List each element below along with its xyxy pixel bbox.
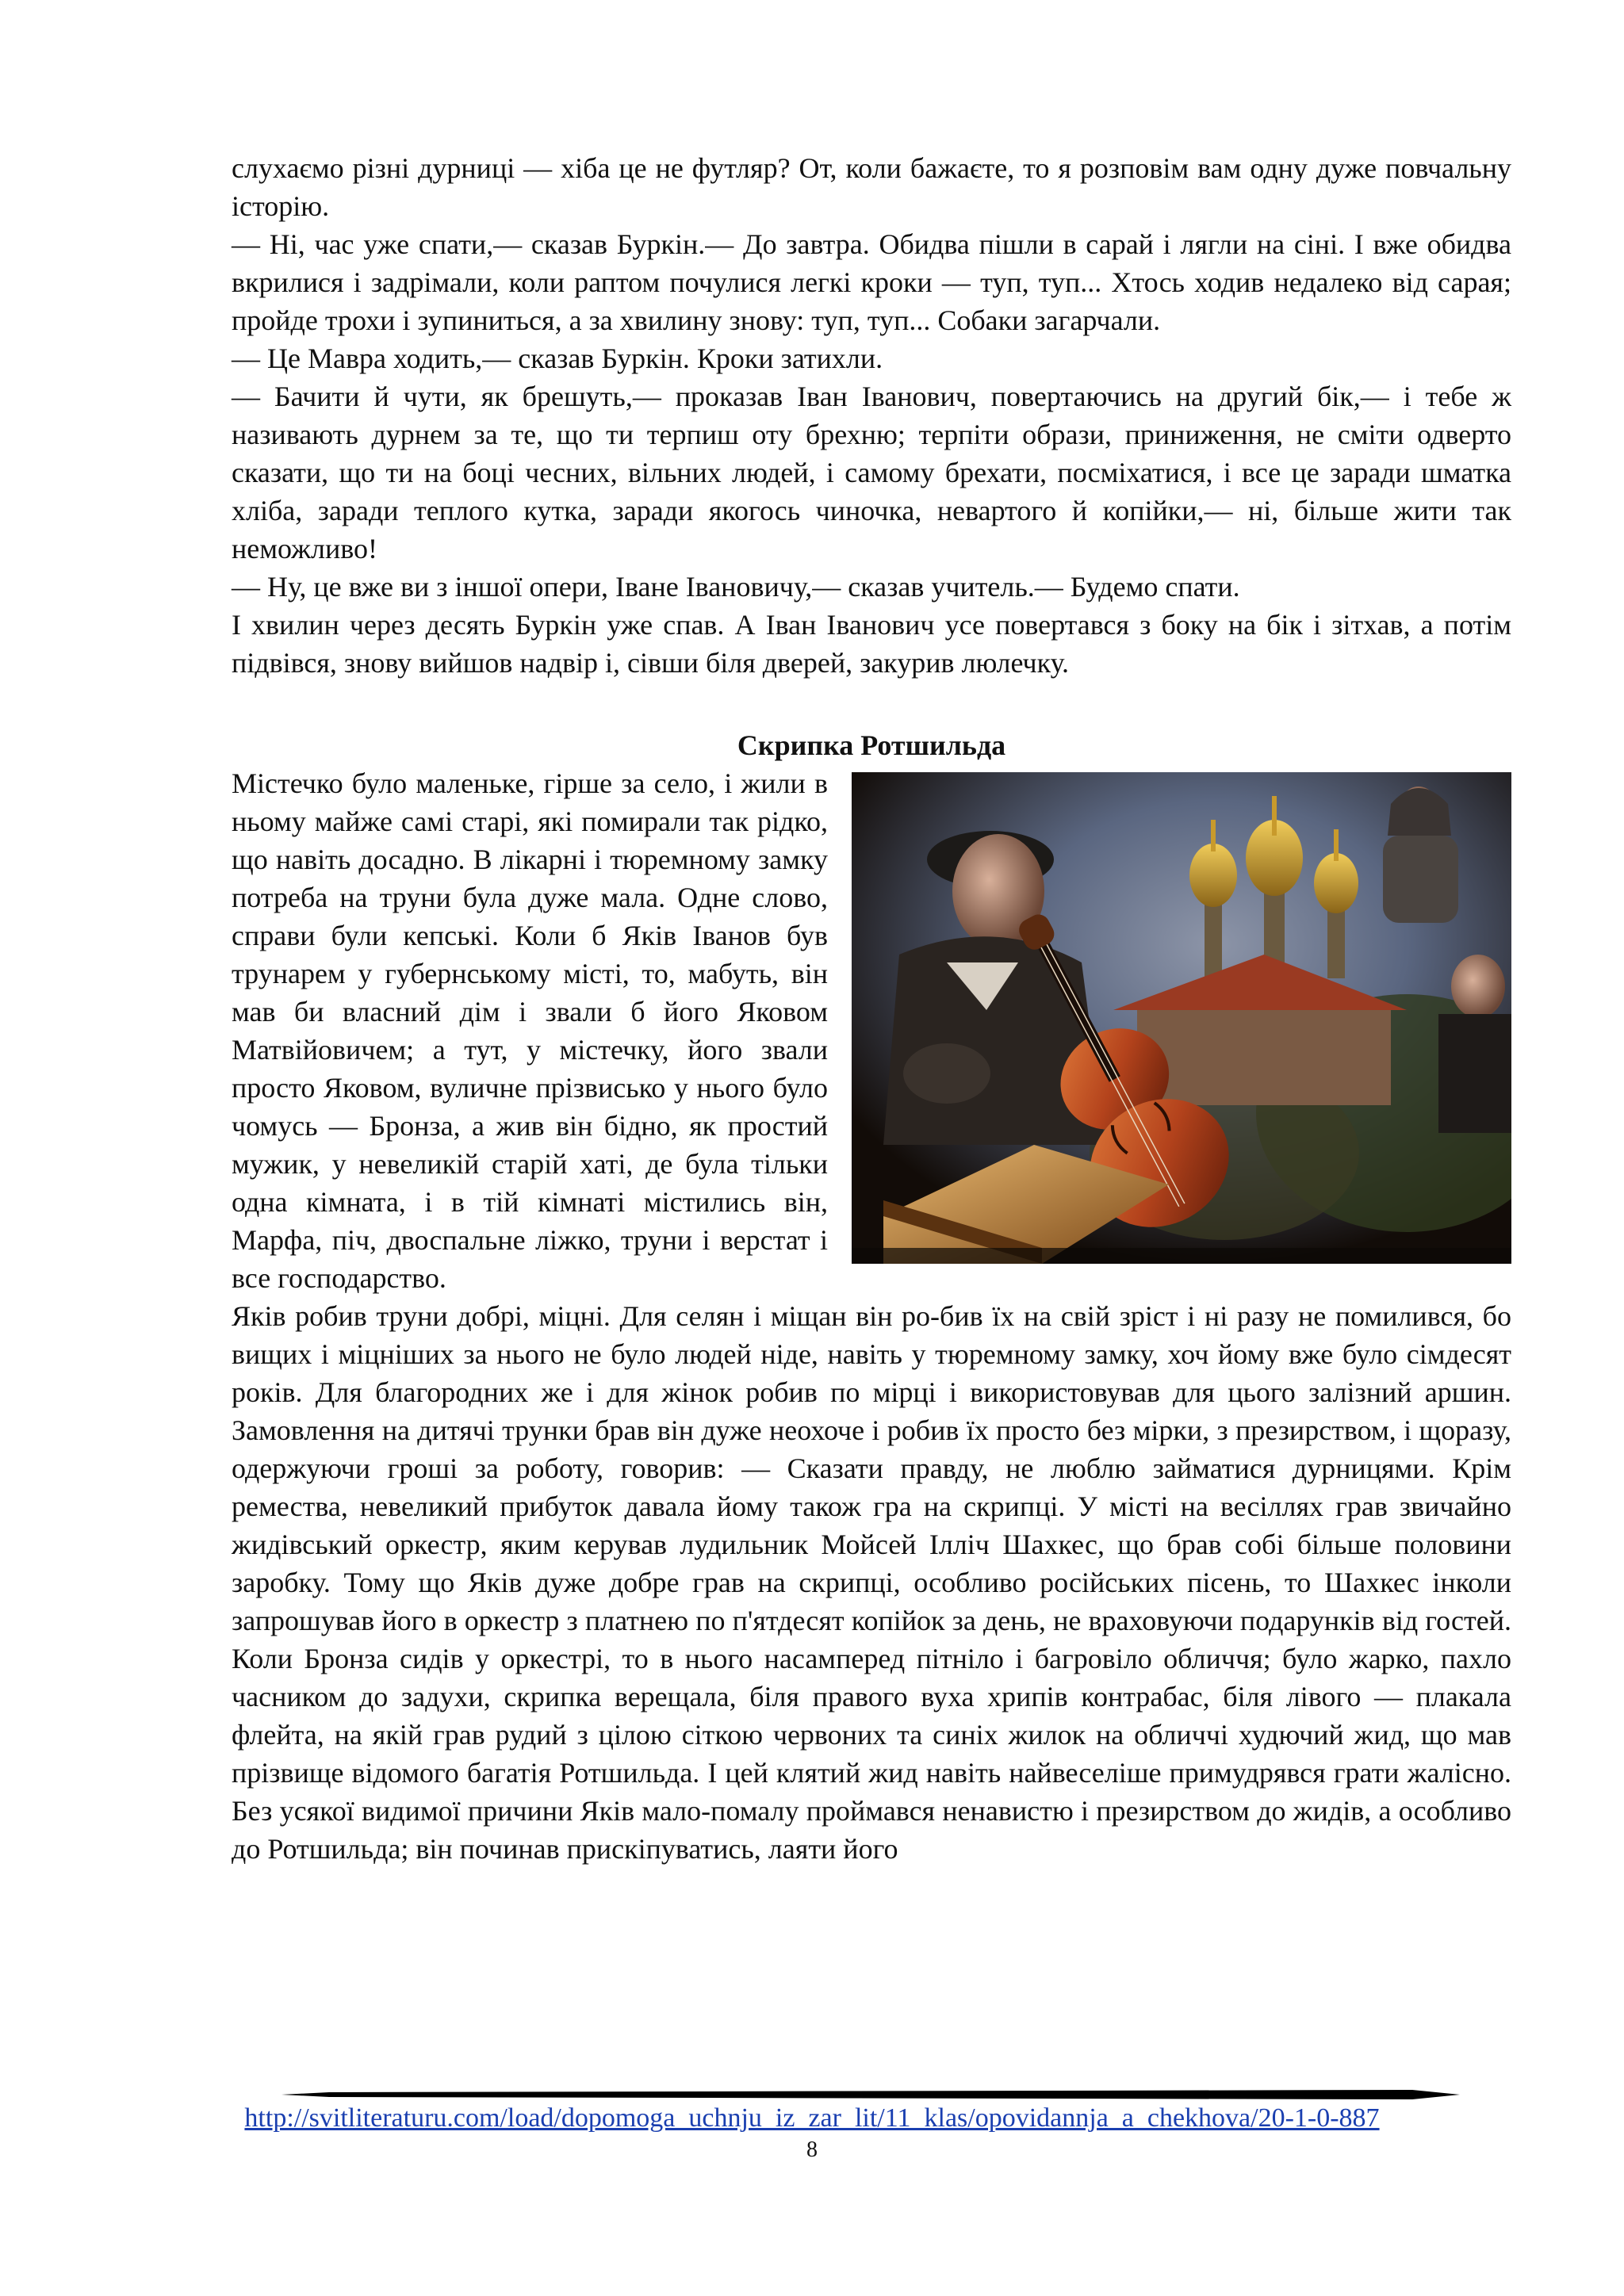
- page-number: 8: [806, 2137, 818, 2162]
- paragraph-yakiv-coffins: Яків робив труни добрі, міцні. Для селян і міщан він ро-бив їх на свій зріст і ні разу не помилився, бо вищих і міцніших за нього не було людей ніде, навіть у тюремному замку, хоч йому вже було сімдесят років. Для благородних же і для жінок робив по мірці і використовував для цього залізний аршин. Замовлення на дитячі трунки брав він дуже неохоче і робив їх просто без мірки, з презирством, і щоразу, одержуючи гроші за роботу, говорив: — Сказати правду, не люблю займатися дурницями. Крім ремества, невеликий прибуток давала йому також гра на скрипці. У місті на весіллях грав звичайно жидівський оркестр, яким керував лудильник Мойсей Ілліч Шахкес, що брав собі більше половини заробку. Тому що Яків дуже добре грав на скрипці, особливо російських пісень, то Шахкес інколи запрошував його в оркестр з платнею по п'ятдесят копійок за день, не враховуючи подарунків від гостей. Коли Бронза сидів у оркестрі, то в нього насамперед пітніло і багровіло обличчя; було жарко, пахло часником до задухи, скрипка верещала, біля правого вуха хрипів контрабас, біля лівого — плакала флейта, на якій грав рудий з цілою сіткою червоних та синіх жилок на обличчі худючий жид, що мав прізвище відомого багатія Ротшильда. І цей клятий жид навіть найвеселіше примудрявся грати жалісно. Без усякої видимої причини Яків мало-помалу проймався ненавистю і презирством до жидів, а особливо до Ротшильда; він починав прискіпуватись, лаяти його: [232, 1300, 1511, 1865]
- footer-divider: [282, 2090, 1460, 2099]
- paragraph-dialogue-burkin: — Ні, час уже спати,— сказав Буркін.— До завтра. Обидва пішли в сарай і лягли на сіні. І вже обидва вкрилися і задрімали, коли раптом почулися легкі кроки — туп, туп... Хтось ходив недалеко від сарая; пройде трохи і зупиниться, а за хвилину знову: туп, туп... Собаки загарчали.: [232, 228, 1511, 336]
- paragraph-intro-continued: слухаємо різні дурниці — хіба це не футляр? От, коли бажаєте, то я розповім вам одну дуже повчальну історію.: [232, 152, 1511, 222]
- paragraph-story-opening: Містечко було маленьке, гірше за село, і жили в ньому майже самі старі, які помирали так рідко, що навіть досадно. В лікарні і тюремному замку потреба на труни була дуже мала. Одне слово, справи були кепські. Коли б Яків Іванов був трунарем у губернському місті, то, мабуть, він мав би власний дім і звали б його Яковом Матвійовичем; а тут, у містечку, його звали просто Яковом, вуличне прізвисько у нього було чомусь — Бронза, а жив він бідно, як простий мужик, у невеликій старій хаті, де була тільки одна кімната, і в тій кімнаті містились він, Марфа, піч, двоспальне ліжко, труни і верстат і все господарство.: [232, 767, 828, 1294]
- paragraph-dialogue-ivan: — Бачити й чути, як брешуть,— проказав Іван Іванович, повертаючись на другий бік,— і тебе ж називають дурнем за те, що ти терпиш оту брехню; терпіти образи, приниження, не сміти одверто сказати, що ти на боці чесних, вільних людей, і самому брехати, посміхатися, і все це заради шматка хліба, заради теплого кутка, заради якогось чиночка, невартого й копійки,— ні, більше жити так неможливо!: [232, 381, 1511, 564]
- story-opening-block: [232, 764, 1511, 1297]
- paragraph-closing: І хвилин через десять Буркін уже спав. А Іван Іванович усе повертався з боку на бік і зітхав, а потім підвівся, знову вийшов надвір і, сівши біля дверей, закурив люлечку.: [232, 609, 1511, 679]
- paragraph-dialogue-teacher: — Ну, це вже ви з іншої опери, Іване Івановичу,— сказав учитель.— Будемо спати.: [232, 571, 1240, 603]
- paragraph-dialogue-mavra: — Це Мавра ходить,— сказав Буркін. Кроки затихли.: [232, 342, 883, 374]
- footer-source-link[interactable]: http://svitliteraturu.com/load/dopomoga_uchnju_iz_zar_lit/11_klas/opovidannja_a_chekhova/20-1-0-887: [244, 2103, 1380, 2133]
- page-content: [232, 149, 1511, 1868]
- collage-illustration: [852, 772, 1511, 1264]
- section-title: Скрипка Ротшильда: [737, 729, 1006, 761]
